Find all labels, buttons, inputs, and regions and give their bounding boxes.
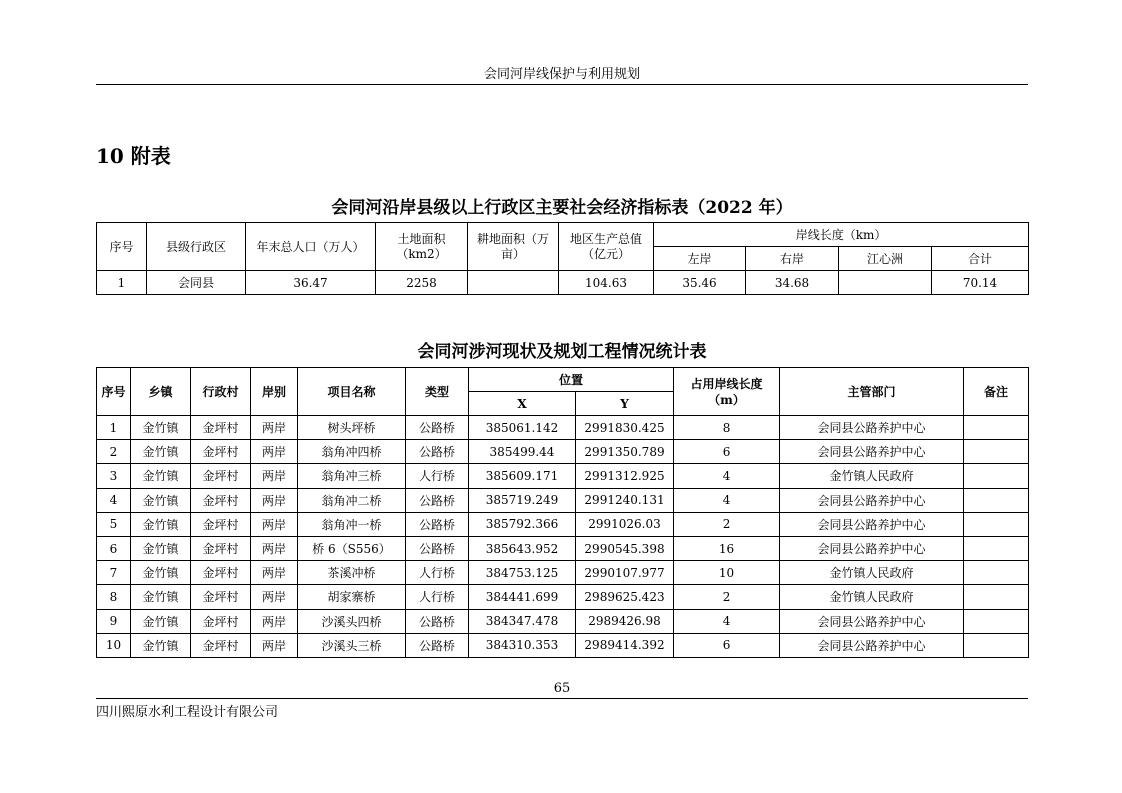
t1-cell-farmland (468, 271, 559, 295)
t2-cell-dept: 会同县公路养护中心 (780, 609, 964, 633)
t2-cell-village: 金坪村 (191, 488, 251, 512)
t1-cell-left: 35.46 (654, 271, 746, 295)
t2-cell-note (964, 561, 1029, 585)
t2-cell-note (964, 512, 1029, 536)
t2-cell-x: 384441.699 (469, 585, 576, 609)
socioeconomic-table (96, 222, 1029, 295)
t2-cell-town: 金竹镇 (131, 609, 191, 633)
t2-cell-x: 385643.952 (469, 536, 576, 560)
t1-cell-population: 36.47 (246, 271, 376, 295)
t2-cell-project: 胡家寨桥 (298, 585, 406, 609)
t2-cell-town: 金竹镇 (131, 416, 191, 440)
t2-header-seq: 序号 (97, 368, 131, 416)
t2-cell-town: 金竹镇 (131, 536, 191, 560)
t2-cell-x: 384310.353 (469, 633, 576, 657)
t2-cell-x: 384347.478 (469, 609, 576, 633)
t2-cell-project: 翁角冲四桥 (298, 440, 406, 464)
t2-header-village: 行政村 (191, 368, 251, 416)
t2-cell-seq: 6 (97, 536, 131, 560)
company-name: 四川熙原水利工程设计有限公司 (96, 705, 279, 720)
t2-cell-y: 2991350.789 (576, 440, 674, 464)
t2-cell-town: 金竹镇 (131, 464, 191, 488)
table-row (97, 585, 1029, 609)
t1-header-island: 江心洲 (839, 247, 932, 271)
t2-cell-note (964, 488, 1029, 512)
t2-cell-seq: 3 (97, 464, 131, 488)
t2-cell-town: 金竹镇 (131, 512, 191, 536)
t2-cell-village: 金坪村 (191, 512, 251, 536)
t2-cell-dept: 会同县公路养护中心 (780, 536, 964, 560)
t2-cell-type: 公路桥 (406, 488, 469, 512)
t2-cell-x: 385792.366 (469, 512, 576, 536)
t2-cell-village: 金坪村 (191, 561, 251, 585)
t2-cell-dept: 会同县公路养护中心 (780, 633, 964, 657)
t2-header-bank: 岸别 (251, 368, 298, 416)
t2-cell-x: 385719.249 (469, 488, 576, 512)
t2-cell-y: 2991830.425 (576, 416, 674, 440)
t2-cell-village: 金坪村 (191, 536, 251, 560)
t1-header-gdp: 地区生产总值（亿元） (559, 223, 654, 271)
t2-cell-length: 2 (674, 512, 780, 536)
t2-cell-x: 385499.44 (469, 440, 576, 464)
t2-cell-note (964, 416, 1029, 440)
t1-header-seq: 序号 (97, 223, 147, 271)
t2-cell-type: 公路桥 (406, 512, 469, 536)
t2-cell-note (964, 585, 1029, 609)
t2-cell-y: 2991312.925 (576, 464, 674, 488)
t2-cell-note (964, 536, 1029, 560)
t2-cell-bank: 两岸 (251, 464, 298, 488)
t2-cell-x: 384753.125 (469, 561, 576, 585)
t2-cell-length: 8 (674, 416, 780, 440)
t2-cell-dept: 会同县公路养护中心 (780, 488, 964, 512)
t2-cell-type: 公路桥 (406, 416, 469, 440)
t2-cell-bank: 两岸 (251, 633, 298, 657)
t1-header-farmland: 耕地面积（万亩） (468, 223, 559, 271)
t2-cell-bank: 两岸 (251, 512, 298, 536)
t2-cell-town: 金竹镇 (131, 440, 191, 464)
t1-cell-right: 34.68 (746, 271, 839, 295)
table-row (97, 609, 1029, 633)
t2-header-note: 备注 (964, 368, 1029, 416)
t2-cell-type: 公路桥 (406, 440, 469, 464)
t2-cell-dept: 会同县公路养护中心 (780, 512, 964, 536)
t2-cell-length: 4 (674, 488, 780, 512)
table-row (97, 536, 1029, 560)
t2-cell-y: 2989426.98 (576, 609, 674, 633)
t2-cell-y: 2991026.03 (576, 512, 674, 536)
t2-cell-type: 人行桥 (406, 464, 469, 488)
t1-header-shoreline: 岸线长度（km） (654, 223, 1029, 247)
t2-cell-bank: 两岸 (251, 416, 298, 440)
t1-header-total: 合计 (932, 247, 1029, 271)
t2-cell-length: 10 (674, 561, 780, 585)
t2-cell-village: 金坪村 (191, 633, 251, 657)
t2-cell-dept: 金竹镇人民政府 (780, 561, 964, 585)
t2-cell-dept: 金竹镇人民政府 (780, 464, 964, 488)
t2-cell-y: 2990107.977 (576, 561, 674, 585)
t2-cell-note (964, 609, 1029, 633)
section-heading: 10 附表 (96, 144, 171, 168)
table-row (97, 512, 1029, 536)
t1-header-population: 年末总人口（万人） (246, 223, 376, 271)
t2-cell-type: 人行桥 (406, 561, 469, 585)
t1-header-left: 左岸 (654, 247, 746, 271)
table-row (97, 633, 1029, 657)
footer-divider (96, 698, 1028, 699)
t2-header-length: 占用岸线长度（m） (674, 368, 780, 416)
t2-cell-length: 16 (674, 536, 780, 560)
t2-cell-village: 金坪村 (191, 609, 251, 633)
t2-cell-type: 公路桥 (406, 633, 469, 657)
t2-header-dept: 主管部门 (780, 368, 964, 416)
table-row (97, 440, 1029, 464)
t2-header-y: Y (576, 392, 674, 416)
t2-cell-dept: 金竹镇人民政府 (780, 585, 964, 609)
t2-cell-bank: 两岸 (251, 536, 298, 560)
t2-cell-seq: 2 (97, 440, 131, 464)
t2-cell-note (964, 633, 1029, 657)
t2-cell-length: 4 (674, 464, 780, 488)
t2-cell-y: 2989625.423 (576, 585, 674, 609)
t1-cell-county: 会同县 (147, 271, 246, 295)
t2-cell-project: 桥 6（S556） (298, 536, 406, 560)
t2-cell-type: 公路桥 (406, 609, 469, 633)
t2-cell-seq: 4 (97, 488, 131, 512)
t2-cell-type: 人行桥 (406, 585, 469, 609)
t2-cell-note (964, 440, 1029, 464)
t2-cell-type: 公路桥 (406, 536, 469, 560)
t1-header-county: 县级行政区 (147, 223, 246, 271)
t2-cell-x: 385609.171 (469, 464, 576, 488)
t2-cell-y: 2991240.131 (576, 488, 674, 512)
page-number: 65 (553, 681, 571, 696)
t2-cell-seq: 5 (97, 512, 131, 536)
table-row (97, 416, 1029, 440)
t2-cell-project: 翁角冲一桥 (298, 512, 406, 536)
t2-header-project: 项目名称 (298, 368, 406, 416)
t2-cell-town: 金竹镇 (131, 488, 191, 512)
t1-cell-seq: 1 (97, 271, 147, 295)
t2-cell-village: 金坪村 (191, 585, 251, 609)
t2-cell-village: 金坪村 (191, 440, 251, 464)
t2-cell-town: 金竹镇 (131, 561, 191, 585)
t2-cell-dept: 会同县公路养护中心 (780, 416, 964, 440)
t2-cell-dept: 会同县公路养护中心 (780, 440, 964, 464)
t2-cell-bank: 两岸 (251, 585, 298, 609)
t2-cell-x: 385061.142 (469, 416, 576, 440)
t2-cell-bank: 两岸 (251, 488, 298, 512)
t2-cell-project: 沙溪头三桥 (298, 633, 406, 657)
t1-cell-island (839, 271, 932, 295)
t2-cell-note (964, 464, 1029, 488)
t2-cell-y: 2990545.398 (576, 536, 674, 560)
t2-cell-bank: 两岸 (251, 609, 298, 633)
t2-header-x: X (469, 392, 576, 416)
table-row (97, 488, 1029, 512)
t2-cell-village: 金坪村 (191, 464, 251, 488)
t2-cell-village: 金坪村 (191, 416, 251, 440)
t2-cell-project: 沙溪头四桥 (298, 609, 406, 633)
t2-cell-project: 茶溪冲桥 (298, 561, 406, 585)
table-row (97, 561, 1029, 585)
t2-cell-bank: 两岸 (251, 561, 298, 585)
t2-cell-project: 翁角冲二桥 (298, 488, 406, 512)
t2-cell-seq: 1 (97, 416, 131, 440)
t2-cell-seq: 8 (97, 585, 131, 609)
t2-cell-town: 金竹镇 (131, 633, 191, 657)
t2-cell-length: 2 (674, 585, 780, 609)
t1-cell-gdp: 104.63 (559, 271, 654, 295)
t2-cell-seq: 9 (97, 609, 131, 633)
table-row (97, 271, 1029, 295)
t2-cell-length: 4 (674, 609, 780, 633)
t2-cell-length: 6 (674, 633, 780, 657)
t2-cell-y: 2989414.392 (576, 633, 674, 657)
t2-cell-project: 翁角冲三桥 (298, 464, 406, 488)
t1-cell-land-area: 2258 (376, 271, 468, 295)
t2-cell-seq: 7 (97, 561, 131, 585)
header-divider (96, 84, 1028, 85)
t2-cell-town: 金竹镇 (131, 585, 191, 609)
t2-cell-project: 树头坪桥 (298, 416, 406, 440)
t1-cell-total: 70.14 (932, 271, 1029, 295)
t2-cell-seq: 10 (97, 633, 131, 657)
t1-header-right: 右岸 (746, 247, 839, 271)
page-header-title: 会同河岸线保护与利用规划 (483, 67, 640, 82)
table2-title: 会同河涉河现状及规划工程情况统计表 (417, 342, 707, 362)
t2-header-type: 类型 (406, 368, 469, 416)
table1-title: 会同河沿岸县级以上行政区主要社会经济指标表（2022 年） (331, 198, 793, 218)
t1-header-land-area: 土地面积（km2） (376, 223, 468, 271)
t2-header-position: 位置 (469, 368, 674, 392)
t2-header-town: 乡镇 (131, 368, 191, 416)
t2-cell-length: 6 (674, 440, 780, 464)
river-projects-table (96, 367, 1029, 658)
table-row (97, 464, 1029, 488)
t2-cell-bank: 两岸 (251, 440, 298, 464)
